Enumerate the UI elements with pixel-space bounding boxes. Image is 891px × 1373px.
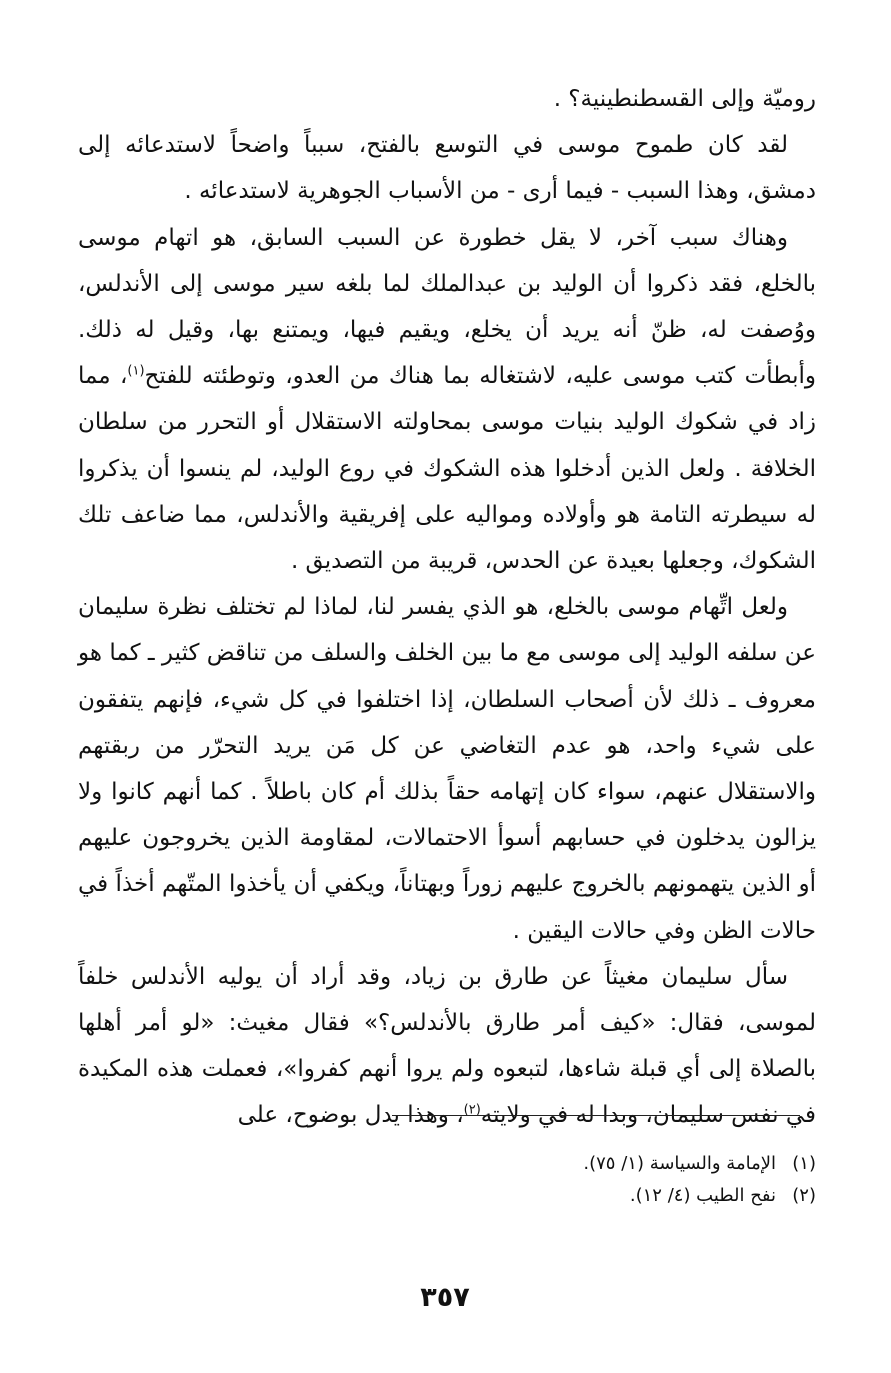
paragraph-text-continued: ، وهذا يدل بوضوح، على (237, 1102, 464, 1129)
paragraph-text: روميّة وإلى القسطنطينية؟ . (553, 86, 816, 112)
paragraph (78, 954, 816, 1139)
footnote (300, 1180, 816, 1212)
footnote (300, 1148, 816, 1180)
footnote-text: نفح الطيب (٤/ ١٢). (629, 1185, 776, 1206)
paragraph-text-continued: ، مما زاد في شكوك الوليد بنيات موسى بمحاولته الاستقلال أو التحرر من سلطان الخلافة . ولعل الذين أدخلوا هذه الشكوك في روع الوليد، لم ينسوا أن يذكروا له سيطرته التامة هو وأولاده ومواليه على إفريقية والأندلس، مما ضاعف تلك الشكوك، وجعلها بعيدة عن الحدس، قريبة من التصديق . (78, 363, 816, 575)
paragraph-text: وهناك سبب آخر، لا يقل خطورة عن السبب السابق، هو اتهام موسى بالخلع، فقد ذكروا أن الوليد بن عبدالملك لما بلغه سير موسى إلى الأندلس، ووُصفت له، ظنّ أنه يريد أن يخلع، ويقيم فيها، ويمتنع بها، وقيل له ذلك. وأبطأت كتب موسى عليه، لاشتغاله بما هناك من العدو، وتوطئته للفتح (78, 224, 817, 390)
paragraph-text: ولعل اتِّهام موسى بالخلع، هو الذي يفسر لنا، لماذا لم تختلف نظرة سليمان عن سلفه الوليد إلى موسى مع ما بين الخلف والسلف من تناقض كثير ـ كما هو معروف ـ ذلك لأن أصحاب السلطان، إذا اختلفوا في كل شيء، فإنهم يتفقون على شيء واحد، هو عدم التغاضي عن كل مَن يريد التحرّر من ربقتهم والاستقلال عنهم، سواء كان إتهامه حقاً بذلك أم كان باطلاً . كما أنهم كانوا ولا يزالون يدخلون في حسابهم أسوأ الاحتمالات، لمقاومة الذين يخروجون عليهم أو الذين يتهمونهم بالخروج عليهم زوراً وبهتاناً، ويكفي أن يأخذوا المتّهم أخذاً في حالات الظن وفي حالات اليقين . (78, 594, 816, 944)
footnote-number: (٢) (792, 1185, 816, 1206)
footnote-separator (392, 1115, 800, 1116)
footnote-marker: (١) (127, 363, 145, 379)
page-number: ٣٥٧ (420, 1282, 470, 1313)
footnote-marker: (٢) (463, 1102, 481, 1118)
paragraph (78, 215, 816, 585)
footnote-number: (١) (792, 1153, 816, 1174)
footnote-text: الإمامة والسياسة (١/ ٧٥). (583, 1153, 776, 1174)
paragraph-text: لقد كان طموح موسى في التوسع بالفتح، سبباً واضحاً لاستدعائه إلى دمشق، وهذا السبب - فيما أرى - من الأسباب الجوهرية لاستدعائه . (78, 132, 816, 205)
paragraph-text: سأل سليمان مغيثاً عن طارق بن زياد، وقد أراد أن يوليه الأندلس خلفاً لموسى، فقال: «كيف أمر طارق بالأندلس؟» فقال مغيث: «لو أمر أهلها بالصلاة إلى أي قبلة شاءها، لتبعوه ولم يروا أنهم كفروا»، فعملت هذه المكيدة في نفس سليمان، وبدا له في ولايته (78, 963, 816, 1129)
paragraph (78, 76, 816, 122)
paragraph (78, 122, 816, 214)
footnotes (300, 1148, 816, 1212)
main-text (78, 76, 816, 1139)
paragraph (78, 584, 816, 954)
